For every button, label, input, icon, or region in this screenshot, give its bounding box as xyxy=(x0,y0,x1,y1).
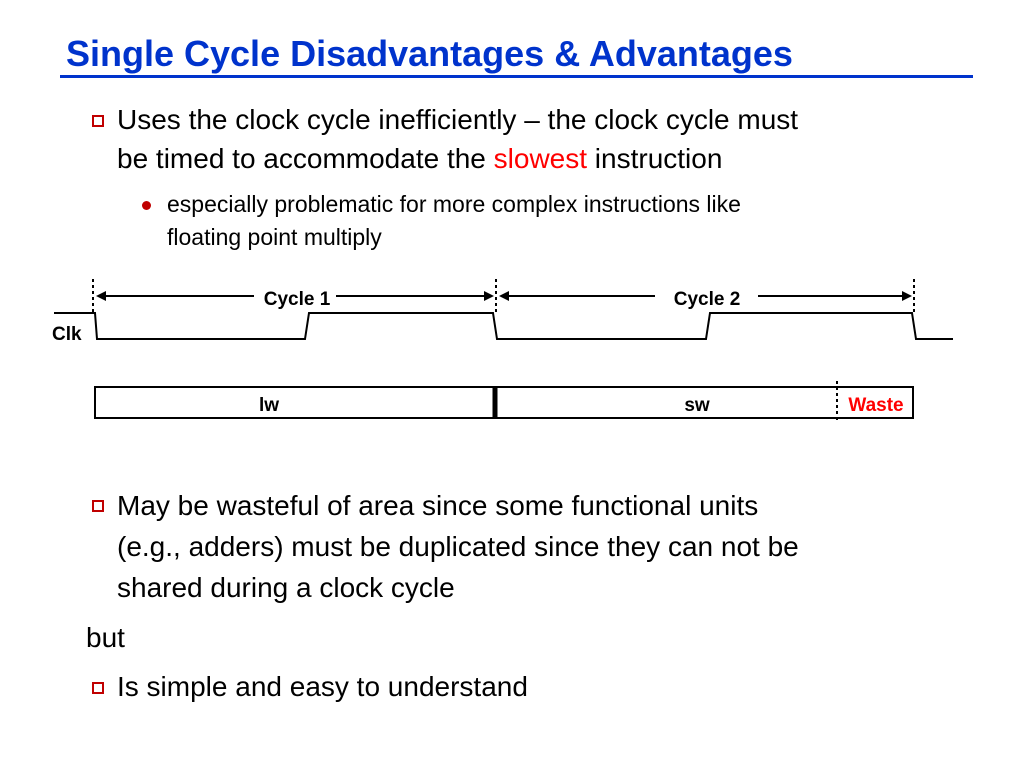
cycle-2-label: Cycle 2 xyxy=(673,289,741,310)
bullet-3-line-1: Is simple and easy to understand xyxy=(117,671,528,702)
cycle-1-arrowhead-right xyxy=(484,291,494,301)
instruction-lw: lw xyxy=(258,395,280,416)
bullet-1-text-b: instruction xyxy=(587,143,723,174)
connector-text: but xyxy=(86,622,125,653)
bullet-1-line-1: Uses the clock cycle inefficiently – the clock cycle must xyxy=(117,104,799,135)
square-bullet-icon xyxy=(92,682,104,694)
waste-label: Waste xyxy=(848,395,904,416)
sub-bullet-line-2: floating point multiply xyxy=(167,224,382,250)
clock-waveform xyxy=(54,313,953,339)
instruction-sw: sw xyxy=(684,395,710,416)
bullet-2-line-2: (e.g., adders) must be duplicated since they can not be xyxy=(117,531,799,562)
sub-bullet-line-1: especially problematic for more complex instructions like xyxy=(167,191,741,217)
slide-title: Single Cycle Disadvantages & Advantages xyxy=(66,33,793,74)
cycle-2-arrowhead-left xyxy=(499,291,509,301)
cycle-2-arrowhead-right xyxy=(902,291,912,301)
bullet-2-line-3: shared during a clock cycle xyxy=(117,572,455,603)
bullet-2-line-1: May be wasteful of area since some functional units xyxy=(117,490,759,521)
cycle-1-label: Cycle 1 xyxy=(263,289,331,310)
clock-label: Clk xyxy=(52,324,82,345)
bullet-1-text-a: be timed to accommodate the xyxy=(117,143,494,174)
square-bullet-icon xyxy=(92,500,104,512)
cycle-1-arrowhead-left xyxy=(96,291,106,301)
emphasis-slowest: slowest xyxy=(493,143,588,174)
instruction-bar xyxy=(95,387,913,418)
